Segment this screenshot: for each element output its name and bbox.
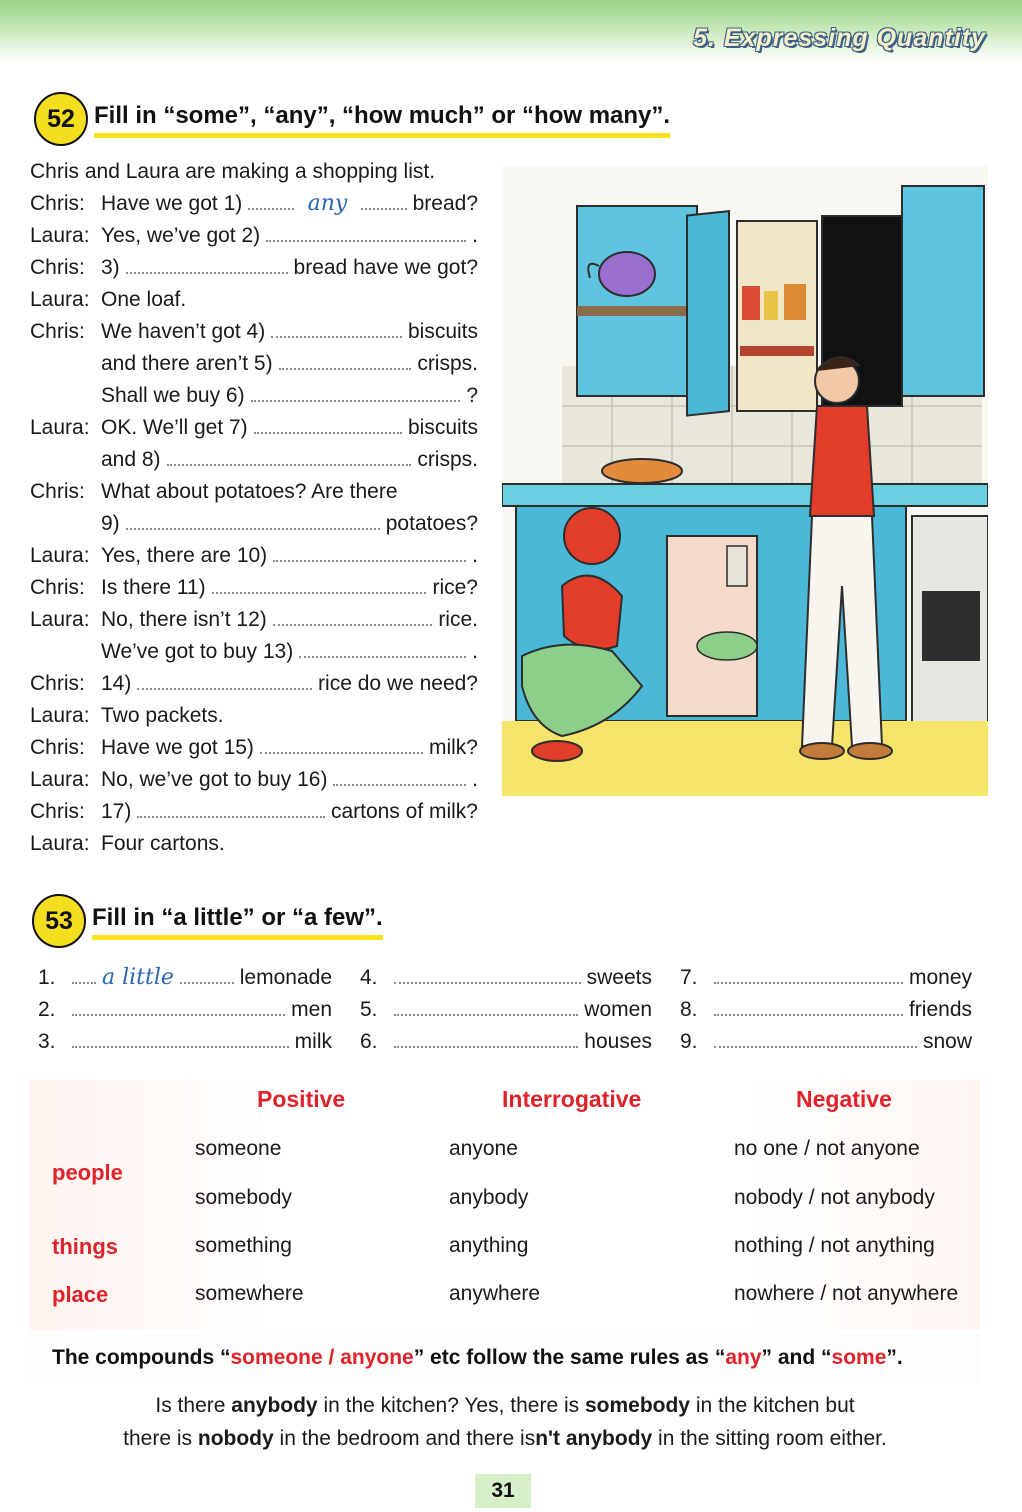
dialogue-line bbox=[30, 412, 478, 444]
answer-text: a little bbox=[102, 965, 174, 990]
utterance: 14) rice do we need? bbox=[101, 672, 478, 695]
answer-blank bbox=[273, 606, 433, 626]
exercise-52-header bbox=[34, 92, 670, 146]
utterance: Is there 11) rice? bbox=[101, 576, 478, 599]
fill-item: 6. houses bbox=[360, 1030, 652, 1053]
dialogue-line bbox=[30, 508, 478, 540]
dialogue-line bbox=[30, 380, 478, 412]
table-cell: anybody bbox=[449, 1186, 529, 1209]
exercise-53-header bbox=[32, 894, 383, 948]
speaker-label: Chris: bbox=[30, 576, 85, 599]
example-line-2: there is nobody in the bedroom and there isn't anybody in the sitting room either. bbox=[123, 1427, 887, 1450]
utterance: Yes, there are 10) . bbox=[101, 544, 478, 567]
table-cell: something bbox=[195, 1234, 292, 1257]
example-line-1: Is there anybody in the kitchen? Yes, there is somebody in the kitchen but bbox=[155, 1394, 855, 1417]
exercise-53-title: Fill in “a little” or “a few”. bbox=[92, 903, 383, 940]
dialogue-line bbox=[30, 444, 478, 476]
dialogue-line bbox=[30, 764, 478, 796]
fill-item: 4. sweets bbox=[360, 966, 652, 989]
speaker-label: Chris: bbox=[30, 320, 85, 343]
answer-text: any bbox=[307, 191, 348, 216]
speaker-label: Laura: bbox=[30, 704, 90, 727]
dialogue-line bbox=[30, 700, 478, 732]
table-cell: nobody / not anybody bbox=[734, 1186, 935, 1209]
dialogue-line bbox=[30, 284, 478, 316]
exercise-52-title: Fill in “some”, “any”, “how much” or “how many”. bbox=[94, 101, 670, 138]
speaker-label: Laura: bbox=[30, 608, 90, 631]
dialogue-line bbox=[30, 540, 478, 572]
table-cell: somewhere bbox=[195, 1282, 304, 1305]
table-cell: someone bbox=[195, 1137, 282, 1160]
utterance: We’ve got to buy 13) . bbox=[101, 640, 478, 663]
table-cell: anything bbox=[449, 1234, 529, 1257]
section-title: 5. Expressing Quantity bbox=[693, 24, 986, 52]
rule-box bbox=[30, 1334, 980, 1384]
answer-blank bbox=[299, 638, 466, 658]
dialogue-lines bbox=[30, 188, 478, 860]
speaker-label: Laura: bbox=[30, 416, 90, 439]
utterance: Yes, we’ve got 2) . bbox=[101, 224, 478, 247]
speaker-label: Chris: bbox=[30, 672, 85, 695]
fill-item: 9. snow bbox=[680, 1030, 972, 1053]
answer-blank bbox=[273, 542, 466, 562]
utterance: Have we got 15) milk? bbox=[101, 736, 478, 759]
fill-item: 5. women bbox=[360, 998, 652, 1021]
utterance: We haven’t got 4) biscuits bbox=[101, 320, 478, 343]
utterance: 9) potatoes? bbox=[101, 512, 478, 535]
kitchen-illustration bbox=[502, 166, 988, 796]
dialogue-line bbox=[30, 348, 478, 380]
dialogue-line bbox=[30, 476, 478, 508]
dialogue-line bbox=[30, 252, 478, 284]
utterance: One loaf. bbox=[101, 288, 187, 311]
dialogue-line bbox=[30, 220, 478, 252]
answer-blank bbox=[266, 222, 466, 242]
utterance: OK. We’ll get 7) biscuits bbox=[101, 416, 478, 439]
speaker-label: Laura: bbox=[30, 224, 90, 247]
dialogue-line bbox=[30, 796, 478, 828]
answer-blank bbox=[271, 318, 402, 338]
table-cell: somebody bbox=[195, 1186, 292, 1209]
utterance: Two packets. bbox=[101, 704, 224, 727]
utterance: 3) bread have we got? bbox=[101, 256, 478, 279]
column-header-negative: Negative bbox=[796, 1086, 892, 1112]
answer-blank bbox=[212, 574, 427, 594]
exercise-number-badge: 53 bbox=[32, 894, 86, 948]
table-cell: no one / not anyone bbox=[734, 1137, 920, 1160]
fill-item: 7. money bbox=[680, 966, 972, 989]
speaker-label: Laura: bbox=[30, 768, 90, 791]
utterance: Shall we buy 6) ? bbox=[101, 384, 478, 407]
answer-blank bbox=[361, 190, 406, 210]
dialogue-line bbox=[30, 316, 478, 348]
compounds-table bbox=[30, 1080, 980, 1330]
utterance: No, we’ve got to buy 16) . bbox=[101, 768, 478, 791]
dialogue-line bbox=[30, 828, 478, 860]
dialogue-line bbox=[30, 188, 478, 220]
table-cell: nowhere / not anywhere bbox=[734, 1282, 959, 1305]
fill-item: 8. friends bbox=[680, 998, 972, 1021]
utterance: No, there isn’t 12) rice. bbox=[101, 608, 478, 631]
fill-in-grid bbox=[38, 962, 978, 1062]
utterance: 17) cartons of milk? bbox=[101, 800, 478, 823]
speaker-label: Laura: bbox=[30, 832, 90, 855]
speaker-label: Chris: bbox=[30, 736, 85, 759]
answer-blank bbox=[248, 190, 293, 210]
dialogue-line bbox=[30, 572, 478, 604]
speaker-label: Laura: bbox=[30, 544, 90, 567]
answer-blank bbox=[251, 382, 461, 402]
speaker-label: Chris: bbox=[30, 800, 85, 823]
row-label-place: place bbox=[52, 1282, 109, 1307]
row-label-people: people bbox=[52, 1160, 123, 1185]
dialogue-line bbox=[30, 636, 478, 668]
shopping-dialogue bbox=[30, 156, 478, 860]
row-label-things: things bbox=[52, 1234, 118, 1259]
answer-blank bbox=[137, 798, 325, 818]
utterance: and 8) crisps. bbox=[101, 448, 478, 471]
answer-blank bbox=[333, 766, 466, 786]
column-header-interrogative: Interrogative bbox=[502, 1086, 642, 1112]
utterance: Four cartons. bbox=[101, 832, 225, 855]
page-number: 31 bbox=[475, 1474, 531, 1508]
rule-text: The compounds “someone / anyone” etc follow the same rules as “any” and “some”. bbox=[52, 1346, 903, 1369]
speaker-label: Chris: bbox=[30, 256, 85, 279]
fill-item: 1. a little lemonade bbox=[38, 962, 332, 994]
answer-blank bbox=[167, 446, 412, 466]
answer-blank bbox=[126, 510, 380, 530]
utterance: and there aren’t 5) crisps. bbox=[101, 352, 478, 375]
answer-blank bbox=[126, 254, 288, 274]
utterance: What about potatoes? Are there bbox=[101, 480, 398, 503]
answer-blank bbox=[279, 350, 412, 370]
answer-blank bbox=[137, 670, 312, 690]
speaker-label: Chris: bbox=[30, 480, 85, 503]
answer-blank bbox=[254, 414, 402, 434]
dialogue-line bbox=[30, 604, 478, 636]
table-cell: anywhere bbox=[449, 1282, 541, 1305]
utterance: Have we got 1) any bread? bbox=[101, 188, 478, 220]
speaker-label: Chris: bbox=[30, 192, 85, 215]
fill-item: 3. milk bbox=[38, 1030, 332, 1053]
exercise-number-badge: 52 bbox=[34, 92, 88, 146]
dialogue-intro: Chris and Laura are making a shopping list. bbox=[30, 160, 436, 183]
dialogue-line bbox=[30, 732, 478, 764]
dialogue-line bbox=[30, 668, 478, 700]
column-header-positive: Positive bbox=[257, 1086, 346, 1112]
table-cell: nothing / not anything bbox=[734, 1234, 935, 1257]
speaker-label: Laura: bbox=[30, 288, 90, 311]
answer-blank bbox=[260, 734, 423, 754]
fill-item: 2. men bbox=[38, 998, 332, 1021]
table-cell: anyone bbox=[449, 1137, 518, 1160]
